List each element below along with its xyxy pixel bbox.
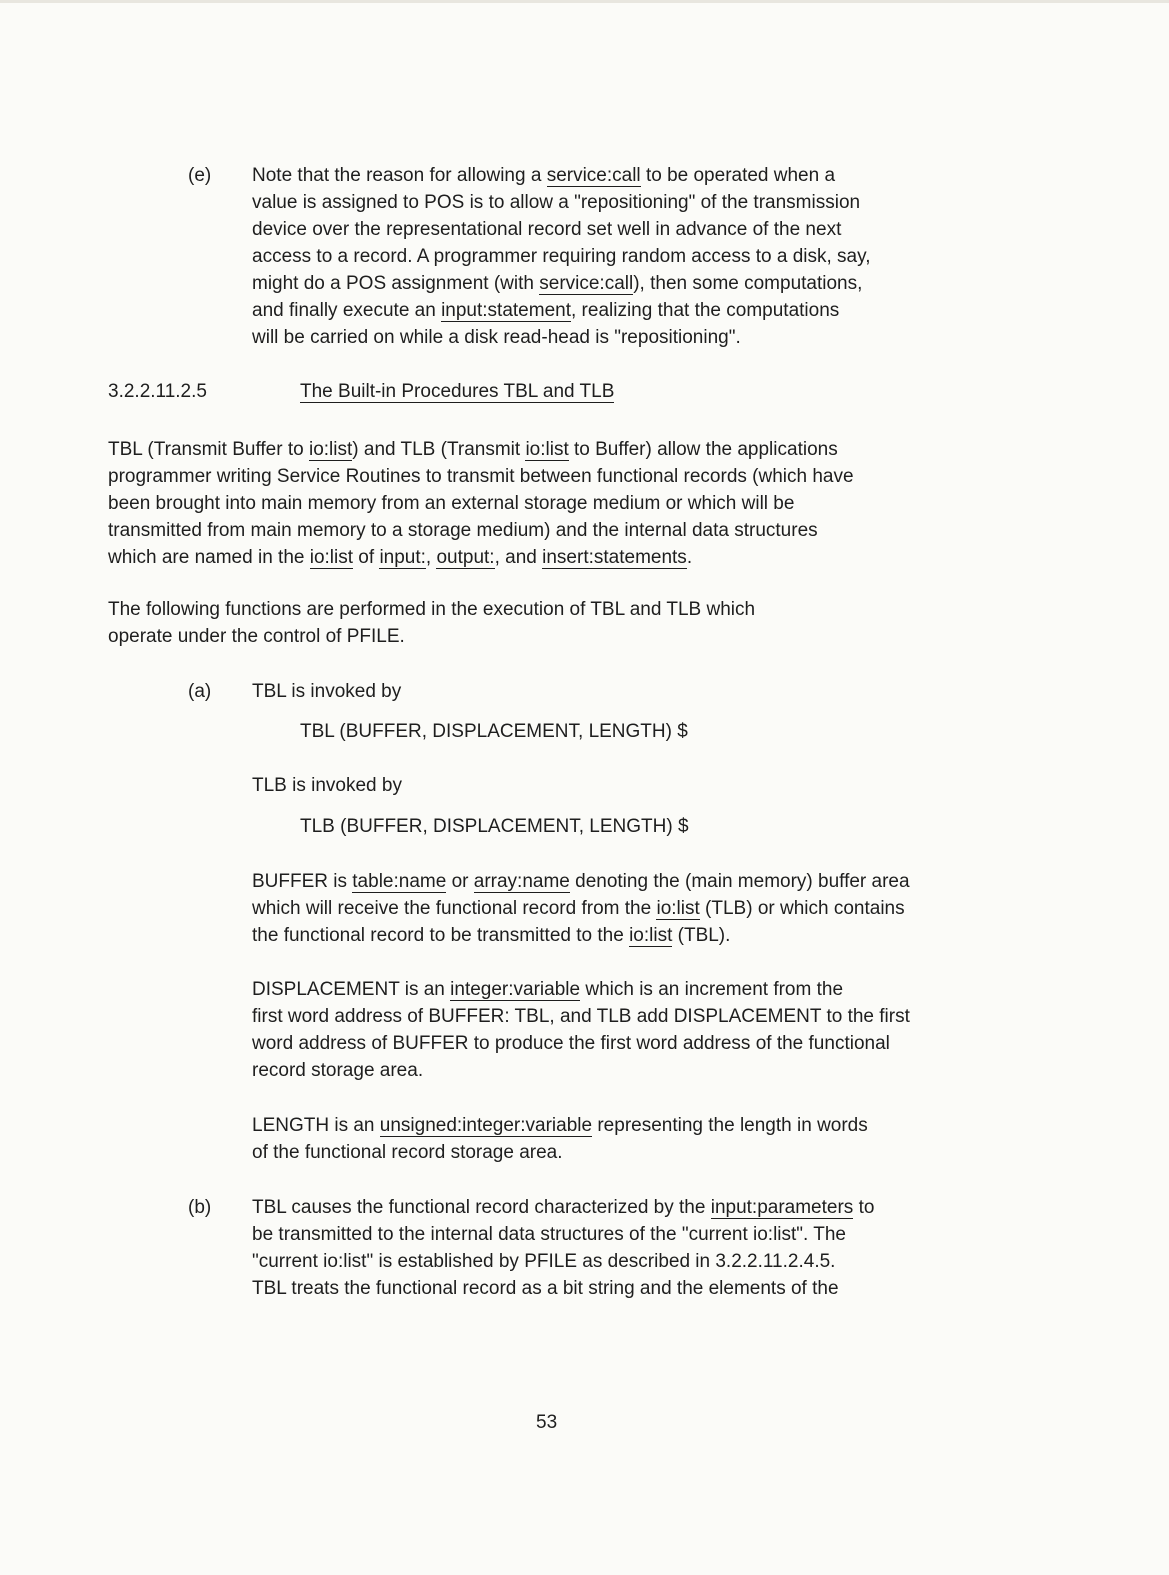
text-line: will be carried on while a disk read-head is "repositioning". [252, 327, 741, 348]
text-line: The following functions are performed in the execution of TBL and TLB which [108, 599, 756, 620]
tlb-call: TLB (BUFFER, DISPLACEMENT, LENGTH) $ [300, 816, 689, 837]
page-number: 53 [536, 1412, 558, 1433]
text-line: might do a POS assignment (with service:call), then some computations, [252, 273, 863, 294]
text-line: the functional record to be transmitted to the io:list (TBL). [252, 925, 731, 946]
text-line: record storage area. [252, 1060, 424, 1081]
text-line: TBL causes the functional record characterized by the input:parameters to [252, 1197, 875, 1218]
text-line: TBL (Transmit Buffer to io:list) and TLB (Transmit io:list to Buffer) allow the applications [108, 439, 838, 460]
text-line: "current io:list" is established by PFILE as described in 3.2.2.11.2.4.5. [252, 1251, 836, 1272]
text-line: Note that the reason for allowing a service:call to be operated when a [252, 165, 836, 186]
displacement-description [252, 976, 910, 1084]
text-line: LENGTH is an unsigned:integer:variable representing the length in words [252, 1115, 868, 1136]
text-line: first word address of BUFFER: TBL, and TLB add DISPLACEMENT to the first [252, 1006, 910, 1027]
text-line: operate under the control of PFILE. [108, 626, 405, 647]
text-line: DISPLACEMENT is an integer:variable which is an increment from the [252, 979, 844, 1000]
item-b-label: (b) [188, 1197, 212, 1218]
section-title: The Built-in Procedures TBL and TLB [300, 381, 615, 402]
text-line: been brought into main memory from an external storage medium or which will be [108, 493, 795, 514]
text-line: programmer writing Service Routines to transmit between functional records (which have [108, 466, 854, 487]
text-line: transmitted from main memory to a storage medium) and the internal data structures [108, 520, 818, 541]
item-e-text [252, 162, 870, 351]
tlb-intro: TLB is invoked by [252, 775, 402, 796]
buffer-description [252, 868, 910, 949]
text-line: device over the representational record set well in advance of the next [252, 219, 842, 240]
text-line: which will receive the functional record from the io:list (TLB) or which contains [252, 898, 905, 919]
text-line: which are named in the io:list of input:, output:, and insert:statements. [108, 547, 693, 568]
text-line: access to a record. A programmer requiring random access to a disk, say, [252, 246, 871, 267]
scan-edge [0, 0, 1169, 3]
item-e-label: (e) [188, 165, 212, 186]
text-line: BUFFER is table:name or array:name denoting the (main memory) buffer area [252, 871, 910, 892]
length-description [252, 1112, 868, 1166]
text-line: of the functional record storage area. [252, 1142, 563, 1163]
item-b-text [252, 1194, 874, 1302]
text-line: value is assigned to POS is to allow a "repositioning" of the transmission [252, 192, 861, 213]
text-line: be transmitted to the internal data structures of the "current io:list". The [252, 1224, 846, 1245]
paragraph-intro [108, 436, 854, 571]
section-number: 3.2.2.11.2.5 [108, 381, 207, 402]
tbl-call: TBL (BUFFER, DISPLACEMENT, LENGTH) $ [300, 721, 688, 742]
item-a-label: (a) [188, 681, 212, 702]
text-line: and finally execute an input:statement, realizing that the computations [252, 300, 840, 321]
paragraph-functions [108, 596, 755, 650]
text-line: TBL treats the functional record as a bit string and the elements of the [252, 1278, 839, 1299]
text-line: word address of BUFFER to produce the first word address of the functional [252, 1033, 890, 1054]
tbl-intro: TBL is invoked by [252, 681, 402, 702]
